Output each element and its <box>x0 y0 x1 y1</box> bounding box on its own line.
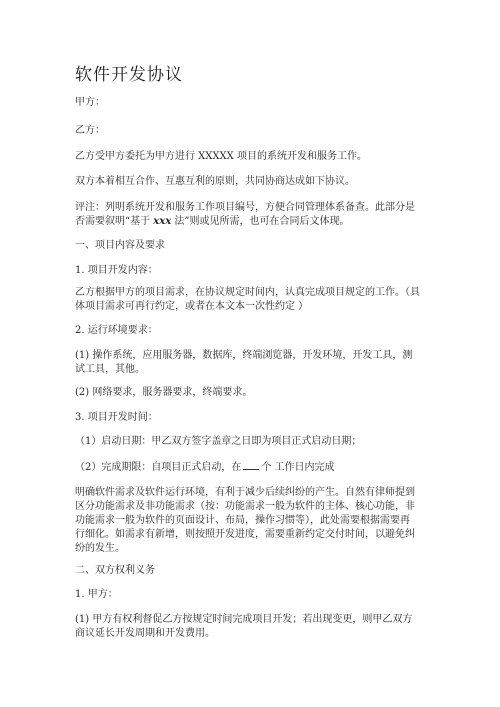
deadline-clause <box>75 460 335 475</box>
comment-text-a: 否需要叙明“基于 <box>75 216 154 227</box>
entrust-paragraph: 乙方受甲方委托为甲方进行 XXXXX 项目的系统开发和服务工作。 <box>75 151 367 162</box>
section-1-item-3: 3. 项目开发时间： <box>75 412 158 423</box>
comment-line-1: 评注：列明系统开发和服务工作项目编号，方便合同管理体系备查。此部分是 <box>75 202 415 213</box>
party-a-right-line-1: (1) 甲方有权利督促乙方按规定时间完成项目开发；若出现变更，则甲乙双方 <box>75 614 413 625</box>
party-a-line: 甲方： <box>75 97 105 108</box>
section-1-item-1-text-2: 体项目需求可再行约定，或者在本文本一次性约定 ） <box>75 301 309 312</box>
note-line-3: 功能需求一般为软件的页面设计、布局，操作习惯等），此处需要根据需要再 <box>75 515 410 526</box>
start-date-clause: （1）启动日期：甲乙双方签字盖章之日即为项目正式启动日期； <box>75 436 362 447</box>
blank-field <box>243 460 259 470</box>
principle-paragraph: 双方本着相互合作、互惠互利的原则，共同协商达成如下协议。 <box>75 176 355 187</box>
env-requirement-2: (2) 网络要求，服务器要求，终端要求。 <box>75 387 253 398</box>
section-1-item-2: 2. 运行环境要求： <box>75 325 158 336</box>
document-title: 软件开发协议 <box>75 65 183 85</box>
section-1-heading: 一、项目内容及要求 <box>75 240 165 251</box>
section-1-item-1: 1. 项目开发内容： <box>75 265 158 276</box>
note-line-5: 纷的发生。 <box>75 543 125 554</box>
party-a-right-line-2: 商议延长开发周期和开发费用。 <box>75 628 215 639</box>
comment-text-c: 法”则或见所需，也可在合同后文体现。 <box>171 216 350 227</box>
deadline-text-b: 个 工作日内完成 <box>261 462 335 473</box>
note-line-2: 区分功能需求及非功能需求（按：功能需求一般为软件的主体、核心功能，非 <box>75 501 415 512</box>
section-2-item-1: 1. 甲方： <box>75 589 118 600</box>
comment-line-2 <box>75 215 349 229</box>
note-line-1: 明确软件需求及软件运行环境，有利于减少后续纠纷的产生。自然有律师提到 <box>75 487 415 498</box>
env-requirement-1-line-1: (1) 操作系统，应用服务器，数据库，终端浏览器，开发环境，开发工具，测 <box>75 350 413 361</box>
section-2-heading: 二、双方权利义务 <box>75 565 155 576</box>
note-line-4: 行细化。如需求有新增，则按照开发进度，需要重新约定交付时间，以避免纠 <box>75 529 415 540</box>
comment-text-xxx: xxx <box>153 216 172 227</box>
env-requirement-1-line-2: 试工具，其他。 <box>75 364 145 375</box>
party-b-line: 乙方： <box>75 125 105 136</box>
section-1-item-1-text-1: 乙方根据甲方的项目需求，在协议规定时间内，认真完成项目规定的工作。（具 <box>75 287 420 298</box>
deadline-text-a: （2）完成期限：自项目正式启动，在 <box>75 462 242 473</box>
